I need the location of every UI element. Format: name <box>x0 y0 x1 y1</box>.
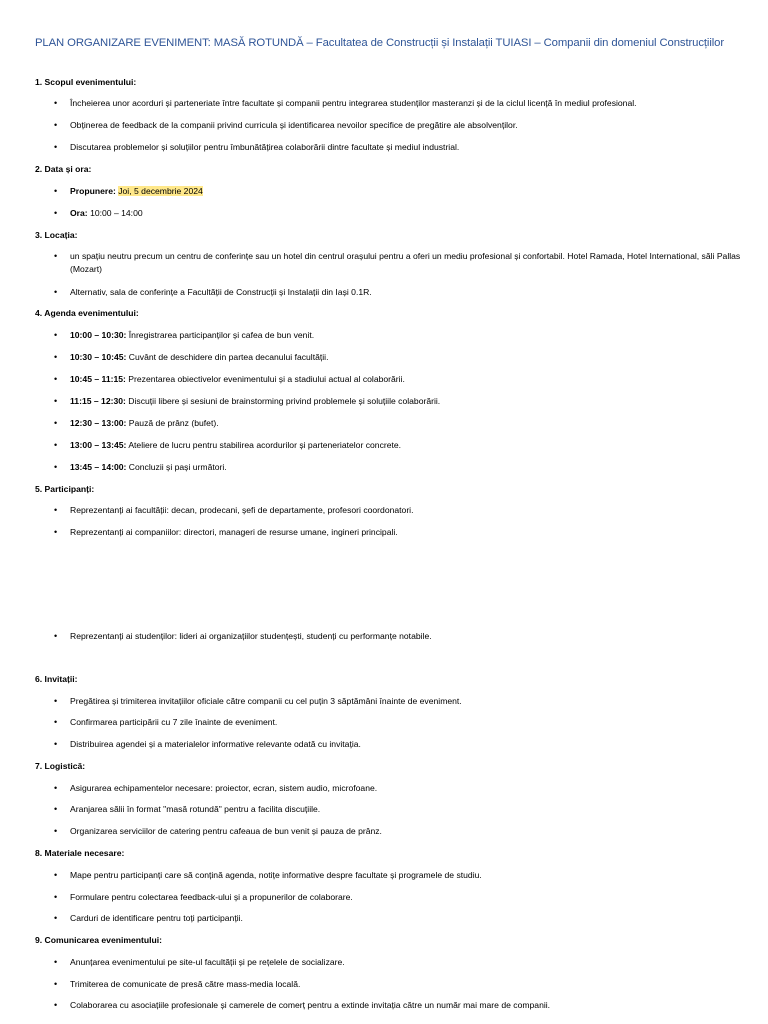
list-item: • 13:00 – 13:45: Ateliere de lucru pentru stabilirea acordurilor și parteneriatelor concrete. <box>54 440 402 450</box>
section-heading-materiale: 8. Materiale necesare: <box>35 848 125 858</box>
list-item: • 12:30 – 13:00: Pauză de prânz (bufet). <box>54 418 219 428</box>
list-item: • Carduri de identificare pentru toți participanții. <box>54 913 243 923</box>
list-item: • 11:15 – 12:30: Discuții libere și sesiuni de brainstorming privind problemele și soluțiile colaborării. <box>54 396 441 406</box>
list-item: • Reprezentanți ai studenților: lideri ai organizațiilor studențești, studenți cu performanțe notabile. <box>54 631 432 641</box>
list-item: • Trimiterea de comunicate de presă către mass-media locală. <box>54 979 301 989</box>
document-title: PLAN ORGANIZARE EVENIMENT: MASĂ ROTUNDĂ – Facultatea de Construcții și Instalații TUIASI – Companii din domeniul Construcțiilor <box>35 37 724 49</box>
section-heading-agenda: 4. Agenda evenimentului: <box>35 308 139 318</box>
section-heading-logistica: 7. Logistică: <box>35 761 86 771</box>
list-item: • Obținerea de feedback de la companii privind curricula și identificarea nevoilor specifice de pregătire ale absolvenților. <box>54 120 518 130</box>
list-item: • Încheierea unor acorduri și parteneriate între facultate și companii pentru integrarea studenților masteranzi și de la ciclul licență în mediul profesional. <box>54 98 637 108</box>
list-item: • Reprezentanți ai facultății: decan, prodecani, șefi de departamente, profesori coordonatori. <box>54 505 414 515</box>
highlighted-date: Joi, 5 decembrie 2024 <box>118 186 203 196</box>
list-item: • Formulare pentru colectarea feedback-ului și a propunerilor de colaborare. <box>54 892 353 902</box>
list-item: • 10:45 – 11:15: Prezentarea obiectivelor evenimentului și a stadiului actual al colaborării. <box>54 374 405 384</box>
section-heading-invitatii: 6. Invitații: <box>35 674 78 684</box>
list-item: • Asigurarea echipamentelor necesare: proiector, ecran, sistem audio, microfoane. <box>54 783 378 793</box>
list-item: • un spațiu neutru precum un centru de conferințe sau un hotel din centrul orașului pentru a oferi un mediu profesional și confortabil. Hotel Ramada, Hotel International, săli Pallas (Mozart) <box>54 251 741 274</box>
list-item: • Propunere: Joi, 5 decembrie 2024 <box>54 186 203 196</box>
list-item: • Confirmarea participării cu 7 zile înainte de eveniment. <box>54 717 278 727</box>
list-item: • Ora: 10:00 – 14:00 <box>54 208 143 218</box>
list-item: • Reprezentanți ai companiilor: directori, manageri de resurse umane, ingineri principali. <box>54 527 398 537</box>
list-item: • Alternativ, sala de conferințe a Facultății de Construcții și Instalații din Iași 0.1R. <box>54 287 372 297</box>
list-item: • Colaborarea cu asociațiile profesionale și camerele de comerț pentru a extinde invitația către un număr mai mare de companii. <box>54 1000 551 1010</box>
section-heading-comunicare: 9. Comunicarea evenimentului: <box>35 935 163 945</box>
list-item: • Organizarea serviciilor de catering pentru cafeaua de bun venit și pauza de prânz. <box>54 826 382 836</box>
list-item: • Anunțarea evenimentului pe site-ul facultății și pe rețelele de socializare. <box>54 957 345 967</box>
list-item: • Mape pentru participanți care să conțină agenda, notițe informative despre facultate și programele de studiu. <box>54 870 482 880</box>
list-item: • Pregătirea și trimiterea invitațiilor oficiale către companii cu cel puțin 3 săptămâni înainte de eveniment. <box>54 696 462 706</box>
list-item: • Distribuirea agendei și a materialelor informative relevante odată cu invitația. <box>54 739 361 749</box>
section-heading-participanti: 5. Participanți: <box>35 484 95 494</box>
section-heading-locatia: 3. Locația: <box>35 230 78 240</box>
list-item: • Discutarea problemelor și soluțiilor pentru îmbunătățirea colaborării dintre facultate și mediul industrial. <box>54 142 460 152</box>
list-item: • 10:30 – 10:45: Cuvânt de deschidere din partea decanului facultății. <box>54 352 329 362</box>
section-heading-scop: 1. Scopul evenimentului: <box>35 77 137 87</box>
list-item: • 13:45 – 14:00: Concluzii și pași următori. <box>54 462 227 472</box>
list-item: • Aranjarea sălii în format "masă rotundă" pentru a facilita discuțiile. <box>54 804 321 814</box>
section-heading-data: 2. Data și ora: <box>35 164 92 174</box>
list-item: • 10:00 – 10:30: Înregistrarea participanților și cafea de bun venit. <box>54 330 315 340</box>
